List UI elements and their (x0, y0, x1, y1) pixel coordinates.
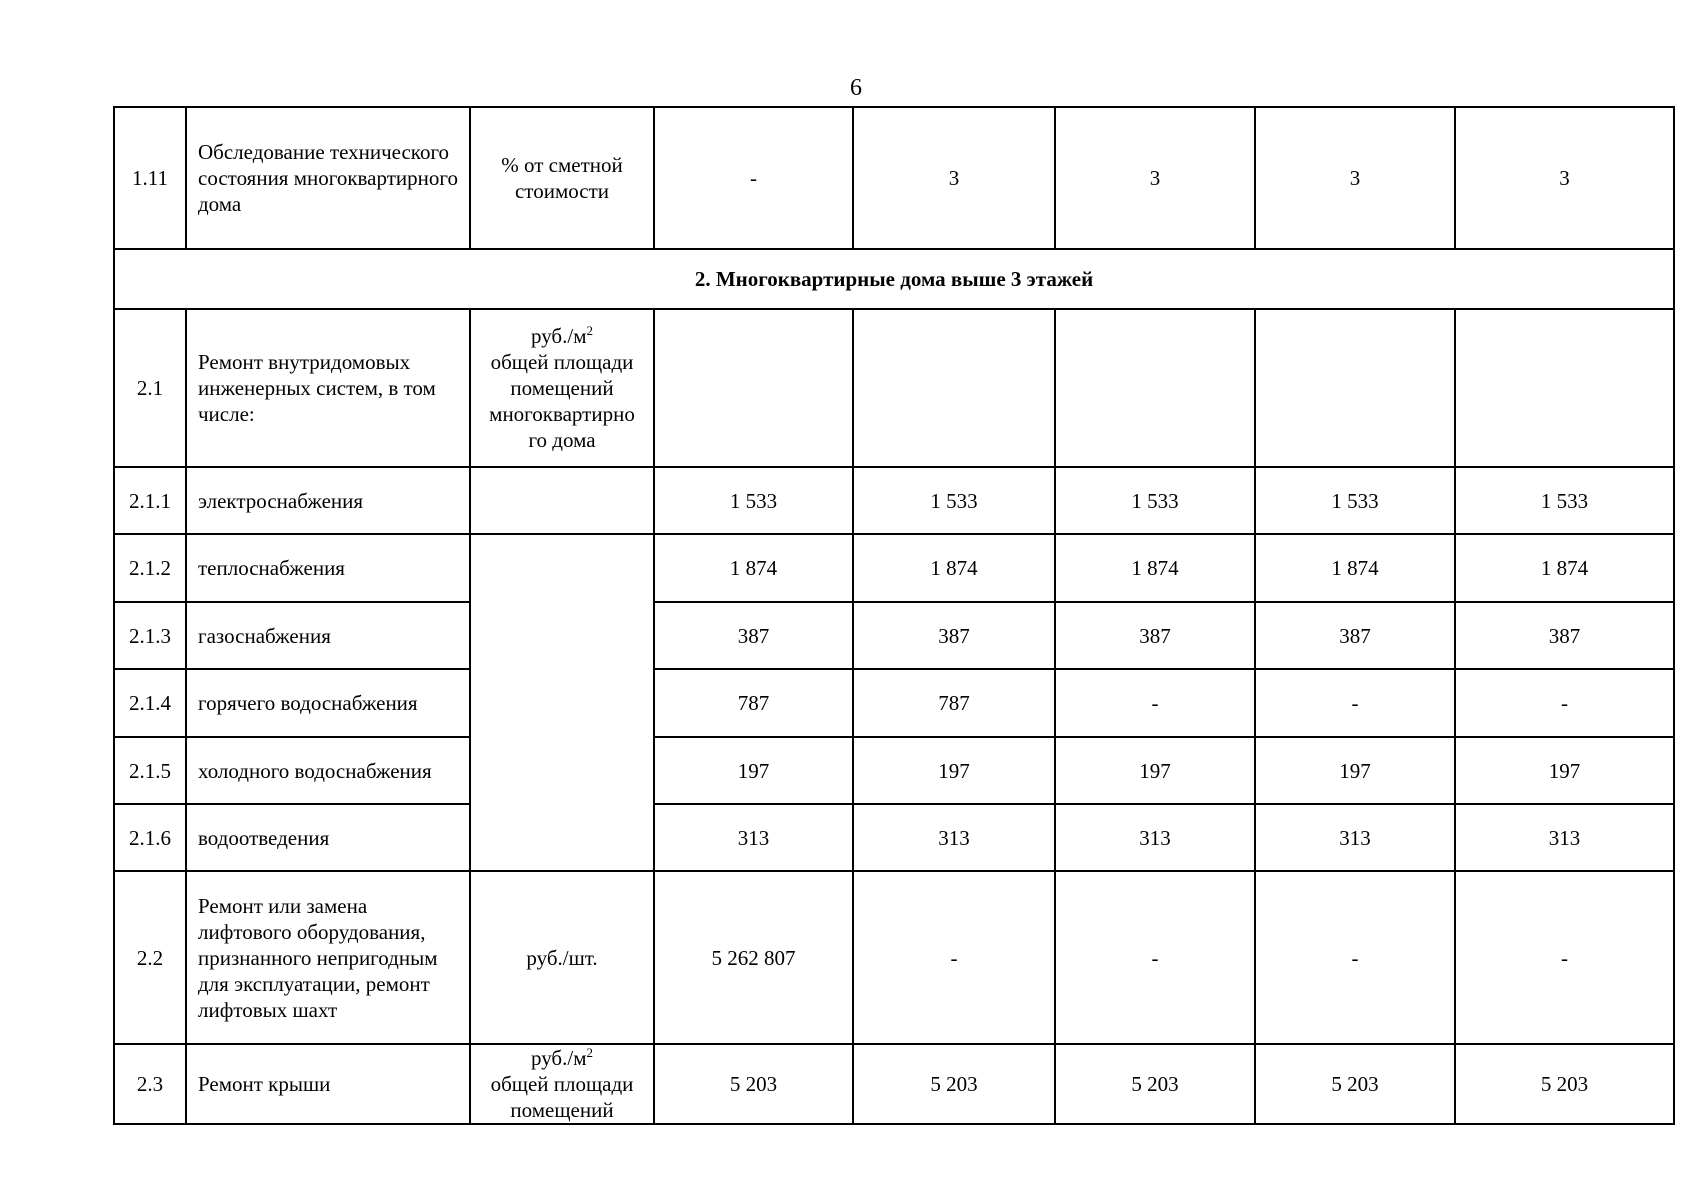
table-row (114, 107, 1674, 249)
work-name: холодного водоснабжения (186, 737, 470, 804)
value-cell: 1 533 (853, 467, 1055, 534)
unit-cell (470, 309, 654, 467)
value-cell: 1 533 (1055, 467, 1255, 534)
value-cell (1255, 309, 1455, 467)
row-number: 2.1 (114, 309, 186, 467)
value-cell: 3 (1055, 107, 1255, 249)
row-number: 1.11 (114, 107, 186, 249)
rates-table (113, 106, 1675, 1125)
unit-prefix: руб./м (530, 1046, 587, 1070)
value-cell (1455, 309, 1674, 467)
row-number: 2.1.4 (114, 669, 186, 737)
value-cell (1055, 309, 1255, 467)
row-number: 2.1.6 (114, 804, 186, 871)
value-cell: 313 (654, 804, 853, 871)
value-cell: 3 (1455, 107, 1674, 249)
value-cell: - (1455, 871, 1674, 1044)
row-number: 2.3 (114, 1044, 186, 1124)
page-number: 6 (850, 75, 862, 101)
table-row (114, 467, 1674, 534)
work-name: Ремонт внутридомовых инженерных систем, в том числе: (186, 309, 470, 467)
value-cell: 313 (853, 804, 1055, 871)
table-row (114, 602, 1674, 669)
value-cell: 5 203 (853, 1044, 1055, 1124)
work-name: электроснабжения (186, 467, 470, 534)
value-cell: 5 203 (654, 1044, 853, 1124)
value-cell: 197 (654, 737, 853, 804)
table-row (114, 871, 1674, 1044)
value-cell: 3 (1255, 107, 1455, 249)
value-cell: - (1055, 871, 1255, 1044)
value-cell: 5 203 (1255, 1044, 1455, 1124)
unit-cell-merged (470, 534, 654, 871)
value-cell: 387 (853, 602, 1055, 669)
table-row (114, 669, 1674, 737)
table-row (114, 804, 1674, 871)
unit-cell (470, 467, 654, 534)
value-cell: 5 262 807 (654, 871, 853, 1044)
value-cell: 197 (1055, 737, 1255, 804)
value-cell: 1 533 (654, 467, 853, 534)
value-cell: 5 203 (1055, 1044, 1255, 1124)
value-cell: 313 (1055, 804, 1255, 871)
value-cell: 1 874 (1055, 534, 1255, 602)
work-name: горячего водоснабжения (186, 669, 470, 737)
value-cell: 3 (853, 107, 1055, 249)
unit-cell: руб./шт. (470, 871, 654, 1044)
value-cell: 1 874 (853, 534, 1055, 602)
unit-rest: общей площади помещений многоквартирно го дома (489, 350, 635, 452)
table-row (114, 309, 1674, 467)
row-number: 2.2 (114, 871, 186, 1044)
value-cell: 197 (853, 737, 1055, 804)
value-cell: - (1455, 669, 1674, 737)
value-cell: 313 (1455, 804, 1674, 871)
table-row (114, 737, 1674, 804)
value-cell: 1 533 (1255, 467, 1455, 534)
value-cell: 387 (1455, 602, 1674, 669)
row-number: 2.1.3 (114, 602, 186, 669)
value-cell (654, 309, 853, 467)
value-cell: - (853, 871, 1055, 1044)
unit-prefix: руб./м (530, 324, 587, 348)
value-cell: 1 874 (1255, 534, 1455, 602)
row-number: 2.1.2 (114, 534, 186, 602)
unit-cell (470, 1044, 654, 1124)
work-name: газоснабжения (186, 602, 470, 669)
value-cell: 197 (1255, 737, 1455, 804)
work-name: теплоснабжения (186, 534, 470, 602)
table-row (114, 1044, 1674, 1124)
value-cell: - (1255, 669, 1455, 737)
value-cell: - (654, 107, 853, 249)
value-cell: - (1255, 871, 1455, 1044)
value-cell: 1 874 (654, 534, 853, 602)
value-cell (853, 309, 1055, 467)
value-cell: - (1055, 669, 1255, 737)
work-name: Обследование технического состояния многоквартирного дома (186, 107, 470, 249)
work-name: Ремонт или замена лифтового оборудования, признанного непригодным для эксплуатации, ремонт лифтовых шахт (186, 871, 470, 1044)
value-cell: 387 (1255, 602, 1455, 669)
row-number: 2.1.1 (114, 467, 186, 534)
value-cell: 787 (853, 669, 1055, 737)
section-row (114, 249, 1674, 309)
section-title: 2. Многоквартирные дома выше 3 этажей (114, 249, 1674, 309)
value-cell: 787 (654, 669, 853, 737)
work-name: Ремонт крыши (186, 1044, 470, 1124)
value-cell: 313 (1255, 804, 1455, 871)
value-cell: 1 533 (1455, 467, 1674, 534)
value-cell: 197 (1455, 737, 1674, 804)
work-name: водоотведения (186, 804, 470, 871)
row-number: 2.1.5 (114, 737, 186, 804)
value-cell: 387 (654, 602, 853, 669)
unit-rest: общей площади помещений (490, 1072, 634, 1122)
value-cell: 387 (1055, 602, 1255, 669)
unit-superscript: 2 (586, 1045, 593, 1060)
unit-cell: % от сметной стоимости (470, 107, 654, 249)
unit-superscript: 2 (586, 323, 593, 338)
table-row (114, 534, 1674, 602)
value-cell: 5 203 (1455, 1044, 1674, 1124)
value-cell: 1 874 (1455, 534, 1674, 602)
